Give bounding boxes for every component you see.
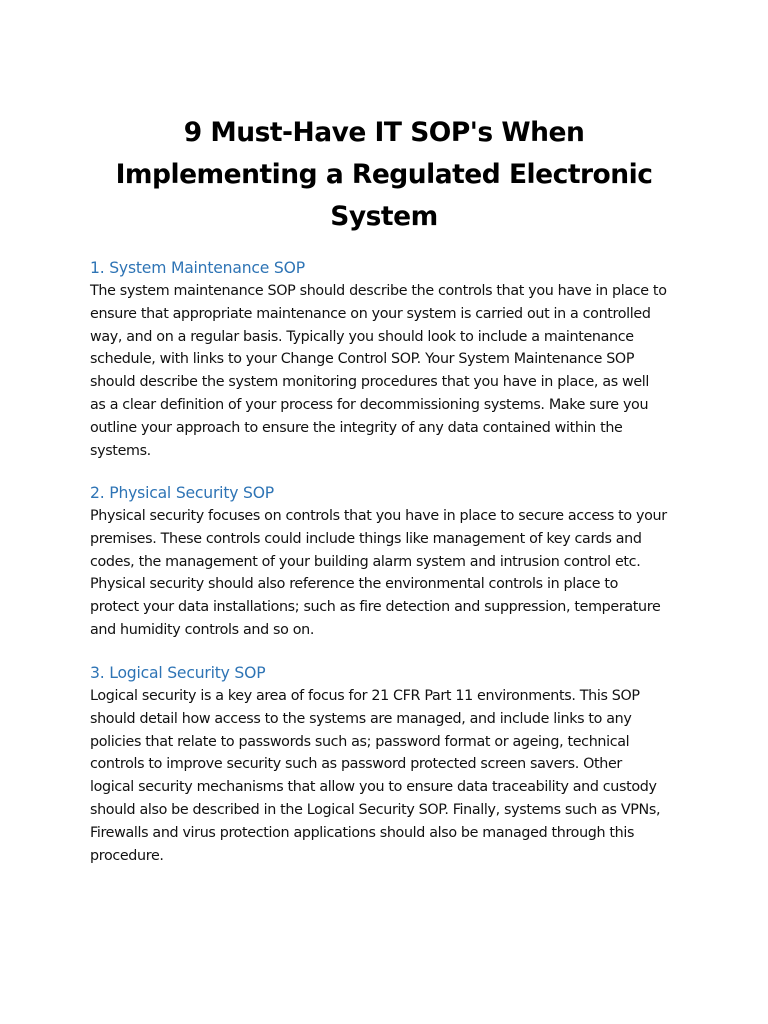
section-system-maintenance xyxy=(90,256,682,462)
section-heading-physical-security: 2. Physical Security SOP xyxy=(90,484,274,502)
section-heading-system-maintenance: 1. System Maintenance SOP xyxy=(90,259,305,277)
section-heading-logical-security: 3. Logical Security SOP xyxy=(90,664,266,682)
section-body-logical-security: Logical security is a key area of focus for 21 CFR Part 11 environments. This SOP should detail how access to the systems are managed, and include links to any policies that relate to passwords such as; password format or ageing, technical controls to improve security such as password protected screen savers. Other logical security mechanisms that allow you to ensure data traceability and custody should also be described in the Logical Security SOP. Finally, systems such as VPNs, Firewalls and virus protection applications should also be managed through this procedure. xyxy=(90,688,661,864)
section-logical-security xyxy=(90,661,682,867)
section-physical-security xyxy=(90,481,682,642)
section-body-system-maintenance: The system maintenance SOP should describe the controls that you have in place to ensure that appropriate maintenance on your system is carried out in a controlled way, and on a regular basis. Typically you should look to include a maintenance schedule, with links to your Change Control SOP. Your System Maintenance SOP should describe the system monitoring procedures that you have in place, as well as a clear definition of your process for decommissioning systems. Make sure you outline your approach to ensure the integrity of any data contained within the systems. xyxy=(90,283,667,459)
section-body-physical-security: Physical security focuses on controls that you have in place to secure access to your premises. These controls could include things like management of key cards and codes, the management of your building alarm system and intrusion control etc. Physical security should also reference the environmental controls in place to protect your data installations; such as fire detection and suppression, temperature and humidity controls and so on. xyxy=(90,508,667,638)
document-title: 9 Must-Have IT SOP's When Implementing a Regulated Electronic System xyxy=(115,117,653,232)
